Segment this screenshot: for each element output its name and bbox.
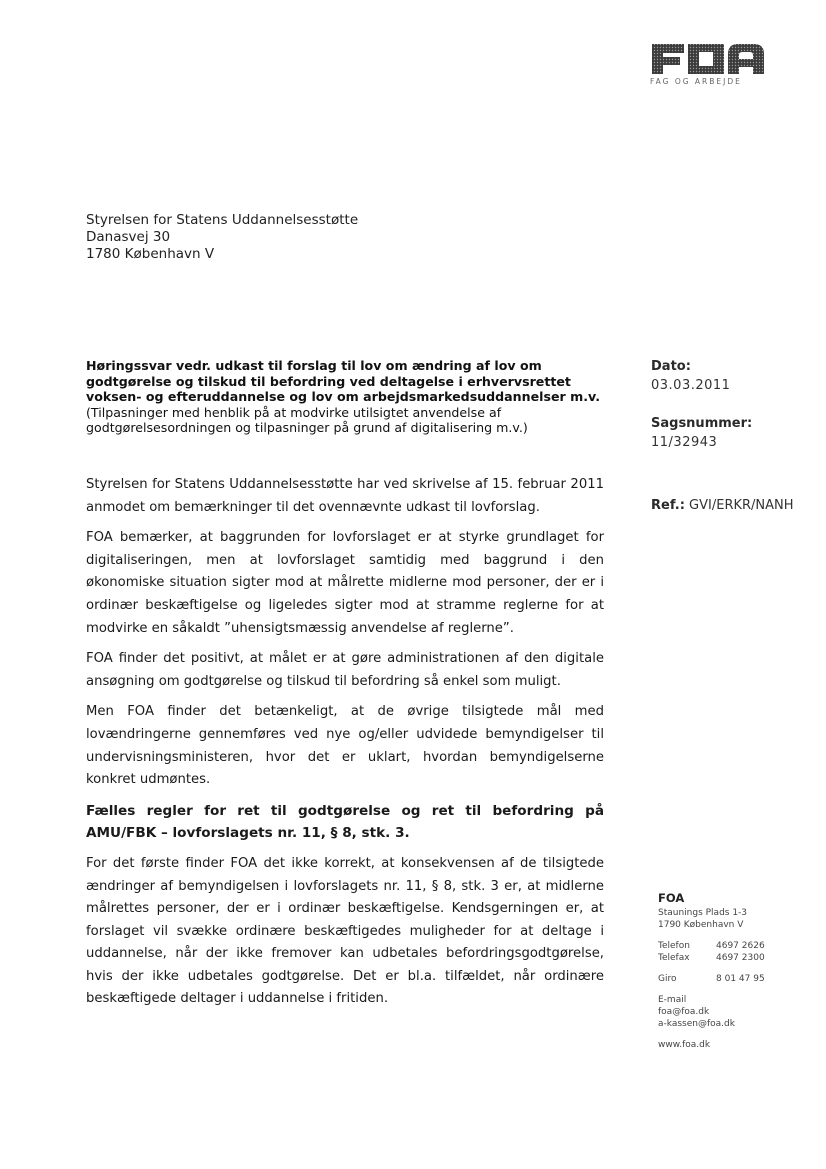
recipient-city: 1780 København V — [86, 246, 215, 262]
ref-label: Ref.: — [651, 498, 685, 513]
contact-org: FOA — [658, 891, 685, 905]
contact-email-1[interactable]: foa@foa.dk — [658, 1007, 710, 1017]
date-label: Dato: — [651, 359, 691, 374]
contact-giro: Giro 8 01 47 95 — [658, 974, 765, 984]
contact-email-label: E-mail — [658, 995, 687, 1005]
letter-subject — [86, 358, 606, 436]
contact-website[interactable]: www.foa.dk — [658, 1040, 711, 1050]
subject-normal: (Tilpasninger med henblik på at modvirke utilsigtet anvendelse af godtgørelsesordningen og tilpasninger på grund af digitalisering m.v.) — [86, 404, 528, 435]
date-block — [651, 359, 730, 393]
contact-street: Staunings Plads 1-3 — [658, 908, 748, 918]
contact-phone: Telefon 4697 2626 — [658, 941, 765, 951]
recipient-address — [86, 212, 358, 263]
date-value: 03.03.2011 — [651, 378, 731, 393]
contact-fax: Telefax 4697 2300 — [658, 953, 765, 963]
ref-block — [651, 498, 794, 513]
body-paragraph-2: FOA bemærker, at baggrunden for lovforslaget er at styrke grundlaget for digitaliseringen, men at lovforslaget samtidig med baggrund i den økonomiske situation sigter mod at målrette midlerne mod personer, der er i ordinær beskæftigelse og ligeledes sigter mod at stramme reglerne for at modvirke en såkaldt ”uhensigtsmæssig anvendelse af reglerne”. — [86, 530, 604, 636]
contact-city: 1790 København V — [658, 920, 744, 930]
case-label: Sagsnummer: — [651, 416, 753, 431]
recipient-name: Styrelsen for Statens Uddannelsesstøtte — [86, 212, 359, 228]
subject-bold: Høringssvar vedr. udkast til forslag til lov om ændring af lov om godtgørelse og tilskud til befordring ved deltagelse i erhvervsrettet voksen- og efteruddannelse og lov om arbejdsmarkedsuddannelser m.v. — [86, 358, 600, 404]
body-paragraph-5: For det første finder FOA det ikke korrekt, at konsekvensen af de tilsigtede ændringer af bemyndigelsen i lovforslagets nr. 11, § 8, stk. 3 er, at midlerne målrettes personer, der er i ordinær beskæftigelse. Kendsgerningen er, at forslaget vil svække ordinære beskæftigedes muligheder for at deltage i uddannelse, når der ikke fremover kan udbetales befordringsgodtgørelse, hvis der ikke udbetales godtgørelse. Det er bl.a. tilfældet, når ordinære beskæftigede deltager i uddannelse i fritiden. — [86, 855, 604, 1007]
foa-logo-mark — [650, 40, 766, 76]
contact-email-2[interactable]: a-kassen@foa.dk — [658, 1019, 735, 1029]
case-value: 11/32943 — [651, 435, 718, 450]
case-block — [651, 416, 752, 450]
ref-value: GVI/ERKR/NANH — [684, 498, 794, 513]
sender-contact — [658, 892, 808, 1051]
section-heading: Fælles regler for ret til godtgørelse og ret til befordring på AMU/FBK – lovforslagets nr. 11, § 8, stk. 3. — [86, 802, 604, 842]
letter-body — [86, 474, 604, 1019]
body-paragraph-4: Men FOA finder det betænkeligt, at de øvrige tilsigtede mål med lovændringerne gennemføres ved nye og/eller udvidede bemyndigelser til undervisningsministeren, hvor det er uklart, hvordan bemyndigelserne konkret udmøntes. — [86, 704, 604, 788]
logo-tagline: FAG OG ARBEJDE — [650, 77, 742, 86]
foa-logo — [650, 40, 768, 86]
body-paragraph-3: FOA finder det positivt, at målet er at gøre administrationen af den digitale ansøgning om godtgørelse og tilskud til befordring så enkel som muligt. — [86, 651, 604, 689]
body-paragraph-1: Styrelsen for Statens Uddannelsesstøtte har ved skrivelse af 15. februar 2011 anmodet om bemærkninger til det ovennævnte udkast til lovforslag. — [86, 477, 604, 515]
recipient-street: Danasvej 30 — [86, 229, 171, 245]
